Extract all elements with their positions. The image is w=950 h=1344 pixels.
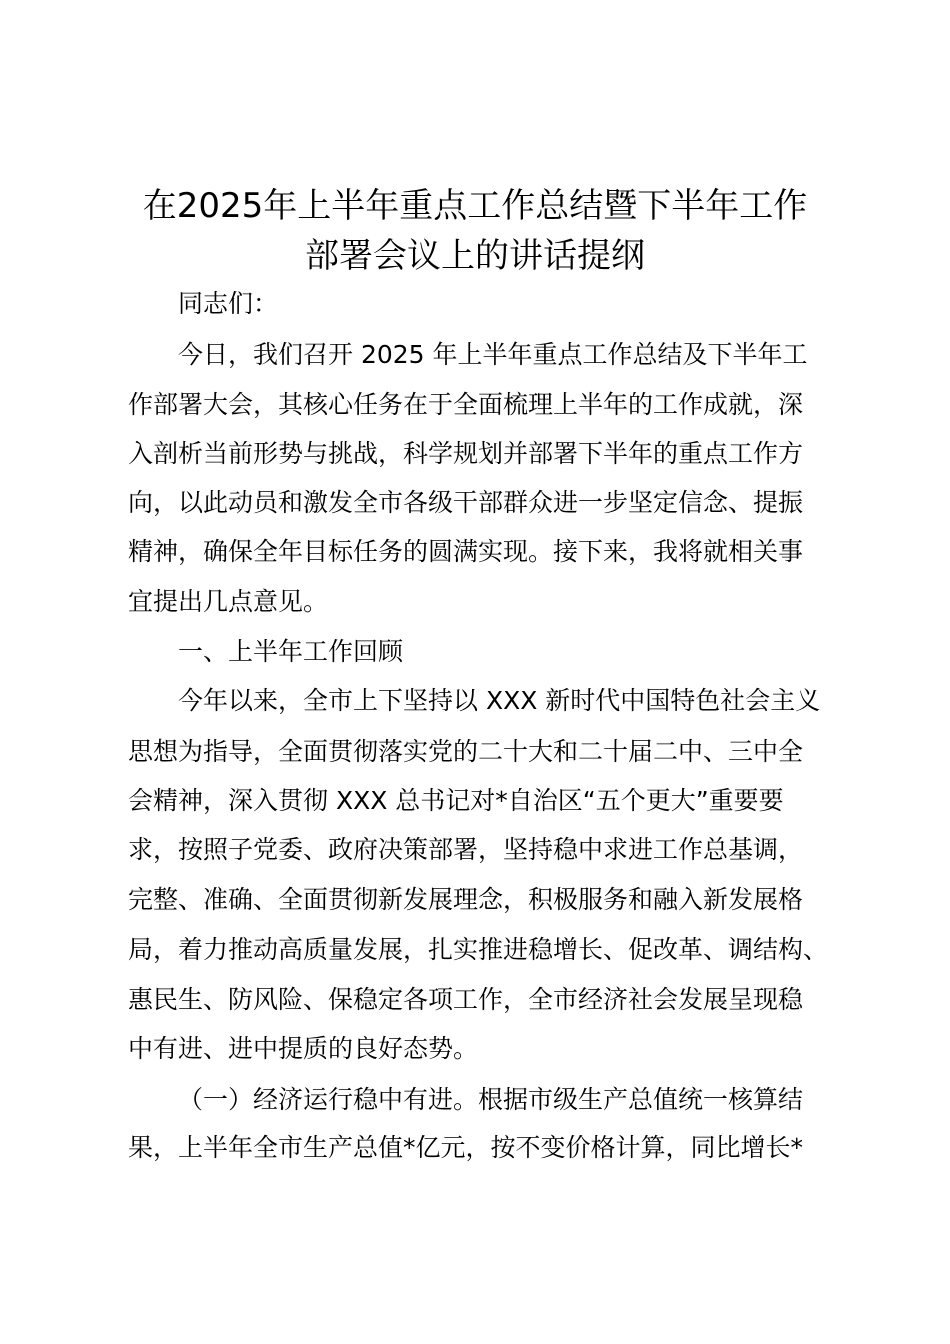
paragraph-line: 求，按照子党委、政府决策部署，坚持稳中求进工作总基调， [128, 835, 804, 864]
paragraph-line: 入剖析当前形势与挑战，科学规划并部署下半年的重点工作方 [128, 439, 804, 468]
paragraph-line: 果，上半年全市生产总值*亿元，按不变价格计算，同比增长* [128, 1133, 804, 1162]
paragraph-line: 会精神，深入贯彻 XXX 总书记对*自治区“五个更大”重要要 [128, 786, 784, 815]
paragraph-line: 今年以来，全市上下坚持以 XXX 新时代中国特色社会主义 [178, 686, 821, 715]
section-heading: 一、上半年工作回顾 [178, 637, 404, 666]
paragraph-line: 精神，确保全年目标任务的圆满实现。接下来，我将就相关事 [128, 537, 804, 566]
paragraph-line: 惠民生、防风险、保稳定各项工作，全市经济社会发展呈现稳 [128, 985, 804, 1014]
paragraph-line: 宜提出几点意见。 [128, 587, 329, 616]
paragraph-line: 今日，我们召开 2025 年上半年重点工作总结及下半年工 [178, 340, 808, 369]
paragraph-line: 作部署大会，其核心任务在于全面梳理上半年的工作成就，深 [128, 390, 804, 419]
paragraph-line: 思想为指导，全面贯彻落实党的二十大和二十届二中、三中全 [128, 737, 804, 766]
document-title-line-2: 部署会议上的讲话提纲 [305, 236, 645, 276]
paragraph-line: 局，着力推动高质量发展，扎实推进稳增长、促改革、调结构、 [128, 935, 829, 964]
salutation: 同志们： [178, 289, 279, 318]
document-title-line-1: 在2025年上半年重点工作总结暨下半年工作 [142, 186, 808, 226]
paragraph-line: 向，以此动员和激发全市各级干部群众进一步坚定信念、提振 [128, 488, 804, 517]
paragraph-line: 中有进、进中提质的良好态势。 [128, 1034, 479, 1063]
paragraph-line: 完整、准确、全面贯彻新发展理念，积极服务和融入新发展格 [128, 885, 804, 914]
subsection-line: （一）经济运行稳中有进。根据市级生产总值统一核算结 [178, 1085, 804, 1114]
